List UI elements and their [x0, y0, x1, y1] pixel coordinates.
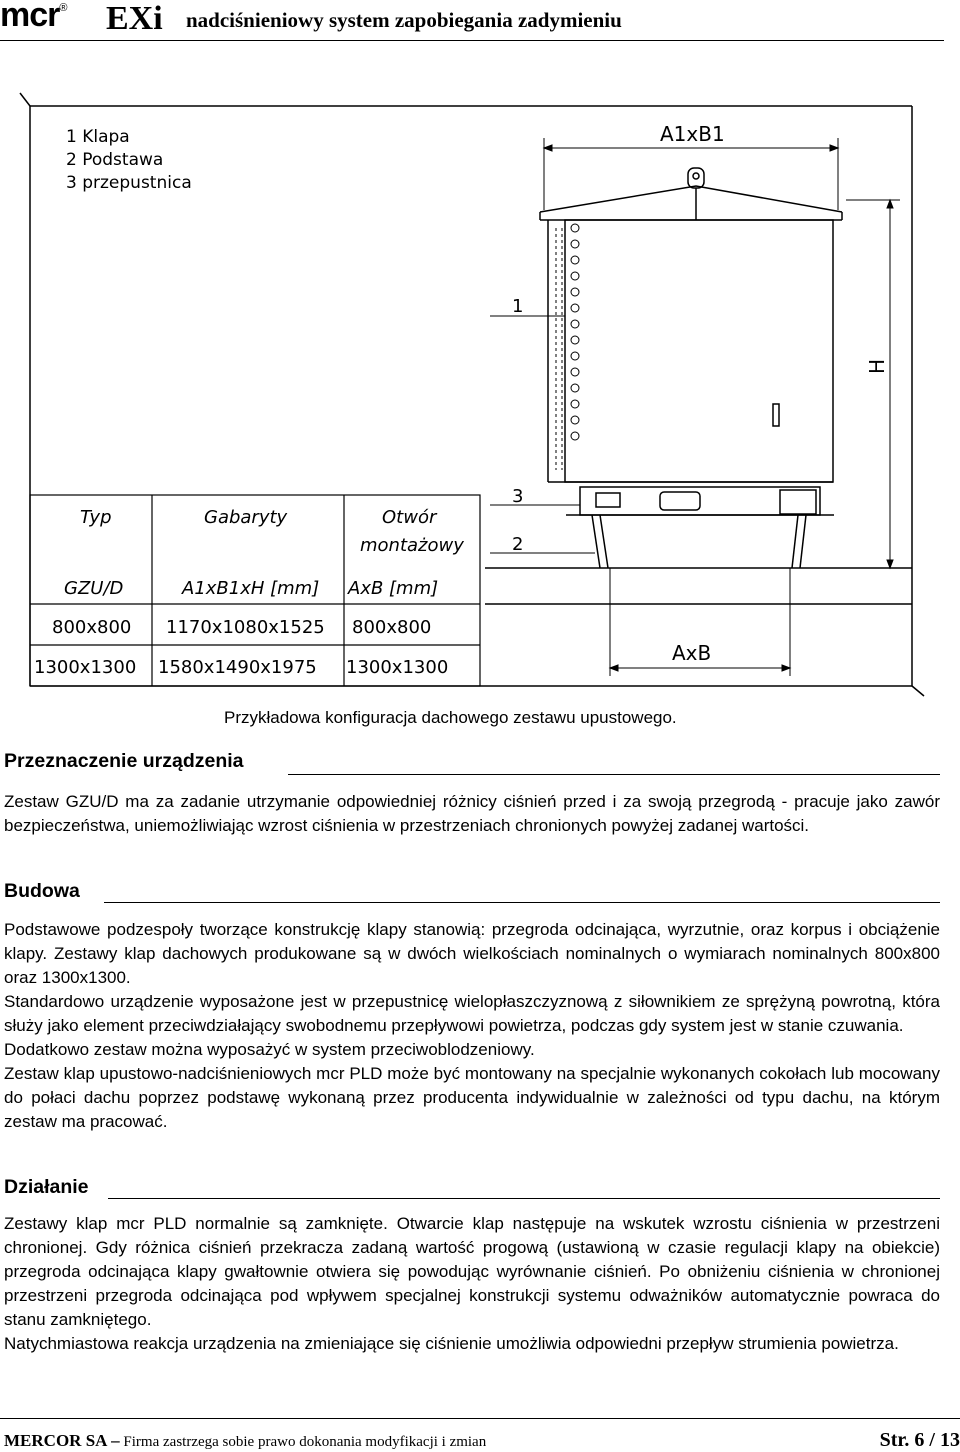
- dimension-label-h: H: [865, 358, 889, 374]
- table-cell: 1170x1080x1525: [166, 617, 325, 638]
- page-header: [0, 0, 944, 41]
- paragraph: Zestaw klap upustowo-nadciśnieniowych mcr PLD może być montowany na specjalnie wykonanych cokołach lub mocowany do połaci dachu poprzez podstawę wykonaną przez producenta indywidualnie w zależności od typu dachu, na którym zestaw ma pracować.: [4, 1064, 940, 1131]
- paragraph: Standardowo urządzenie wyposażone jest w przepustnicę wielopłaszczyznową z siłownikiem ze sprężyną powrotną, która służy jako element przeciwdziałający swobodnemu przepływowi powietrza, podczas gdy system jest w stanie czuwania.: [4, 992, 940, 1035]
- table-unit-typ: GZU/D: [64, 578, 124, 599]
- paragraph: Natychmiastowa reakcja urządzenia na zmieniające się ciśnienie umożliwia odpowiedni przepływ strumienia powietrza.: [4, 1334, 899, 1353]
- table-cell: 1580x1490x1975: [158, 657, 317, 678]
- legend-item: 3 przepustnica: [66, 173, 192, 193]
- table-cell: 800x800: [352, 617, 432, 638]
- table-unit-gabaryty: A1xB1xH [mm]: [182, 578, 320, 599]
- table-header-typ: Typ: [80, 507, 112, 528]
- bottom-dimension: [610, 604, 790, 676]
- technical-drawing: [0, 88, 960, 700]
- table-header-montazowy: montażowy: [360, 535, 464, 556]
- outlet-louvres: [556, 224, 579, 470]
- section-rule: [104, 902, 940, 903]
- operation-text: [4, 1212, 940, 1356]
- table-header-otwor: Otwór: [382, 507, 437, 528]
- table-cell: 1300x1300: [34, 657, 137, 678]
- callout-lines: [490, 316, 595, 553]
- legend-item: 2 Podstawa: [66, 150, 164, 170]
- footer-note: [4, 1431, 486, 1451]
- dimension-label-a1xb1: A1xB1: [660, 122, 725, 146]
- paragraph: Dodatkowo zestaw można wyposażyć w system przeciwoblodzeniowy.: [4, 1040, 535, 1059]
- section-title-operation: Działanie: [4, 1176, 89, 1198]
- damper-base: [566, 487, 834, 568]
- table-cell: 1300x1300: [346, 657, 449, 678]
- roof-surface: [485, 568, 912, 604]
- build-text: [4, 918, 940, 1134]
- top-dimension: [544, 138, 838, 210]
- section-rule: [108, 1198, 940, 1199]
- callout-label: 3: [512, 486, 524, 507]
- section-rule: [288, 774, 940, 775]
- paragraph: Podstawowe podzespoły tworzące konstrukcję klapy stanowią: przegroda odcinająca, wyrzutnie, oraz korpus i obciążenie klapy. Zestawy klap dachowych produkowane są w dwóch wielkościach nominalnych o wymiarach nominalnych 800x800 oraz 1300x1300.: [4, 920, 940, 987]
- footer-company: MERCOR SA: [4, 1431, 108, 1450]
- footer-dash: –: [111, 1431, 120, 1450]
- registered-mark: ®: [59, 2, 67, 14]
- table-unit-otwor: AxB [mm]: [348, 578, 439, 599]
- page-footer: [0, 1418, 960, 1452]
- dimension-label-axb: AxB: [672, 641, 712, 665]
- page-number: Str. 6 / 13: [879, 1429, 960, 1451]
- paragraph: Zestawy klap mcr PLD normalnie są zamknięte. Otwarcie klap następuje na wskutek wzrostu ciśnienia w przestrzeni chronionej. Gdy różnica ciśnień przekracza zadaną wartość progową (ustawioną w czasie regulacji klapy na obiekcie) przegroda odcinająca klapy gwałtownie otwiera się powodując wyrównanie ciśnień. Po obniżeniu ciśnienia w chronionej przestrzeni przegroda odcinająca pod wpływem specjalnej konstrukcji systemu odważników automatycznie powraca do stanu zamkniętego.: [4, 1214, 940, 1329]
- mcr-logo: [0, 0, 66, 35]
- legend-item: 1 Klapa: [66, 127, 130, 147]
- callout-label: 2: [512, 534, 524, 555]
- purpose-text: [4, 790, 940, 838]
- callout-label: 1: [512, 296, 524, 317]
- damper-lid: [540, 168, 842, 220]
- damper-body: [548, 220, 833, 482]
- product-name: EXi: [106, 0, 163, 37]
- footer-disclaimer: Firma zastrzega sobie prawo dokonania modyfikacji i zmian: [123, 1434, 487, 1450]
- figure-caption: Przykładowa konfiguracja dachowego zestawu upustowego.: [224, 708, 677, 727]
- paragraph: Zestaw GZU/D ma za zadanie utrzymanie odpowiedniej różnicy ciśnień przed i za swoją przegrodą - pracuje jako zawór bezpieczeństwa, uniemożliwiając wzrost ciśnienia w przestrzeniach chronionych powyżej zadanej wartości.: [4, 792, 940, 835]
- table-header-gabaryty: Gabaryty: [204, 507, 288, 528]
- section-title-build: Budowa: [4, 880, 80, 902]
- header-tagline: nadciśnieniowy system zapobiegania zadymieniu: [186, 8, 622, 32]
- table-cell: 800x800: [52, 617, 132, 638]
- section-title-purpose: Przeznaczenie urządzenia: [4, 750, 244, 772]
- height-dimension: [846, 200, 900, 568]
- logo-text: mcr: [0, 0, 60, 34]
